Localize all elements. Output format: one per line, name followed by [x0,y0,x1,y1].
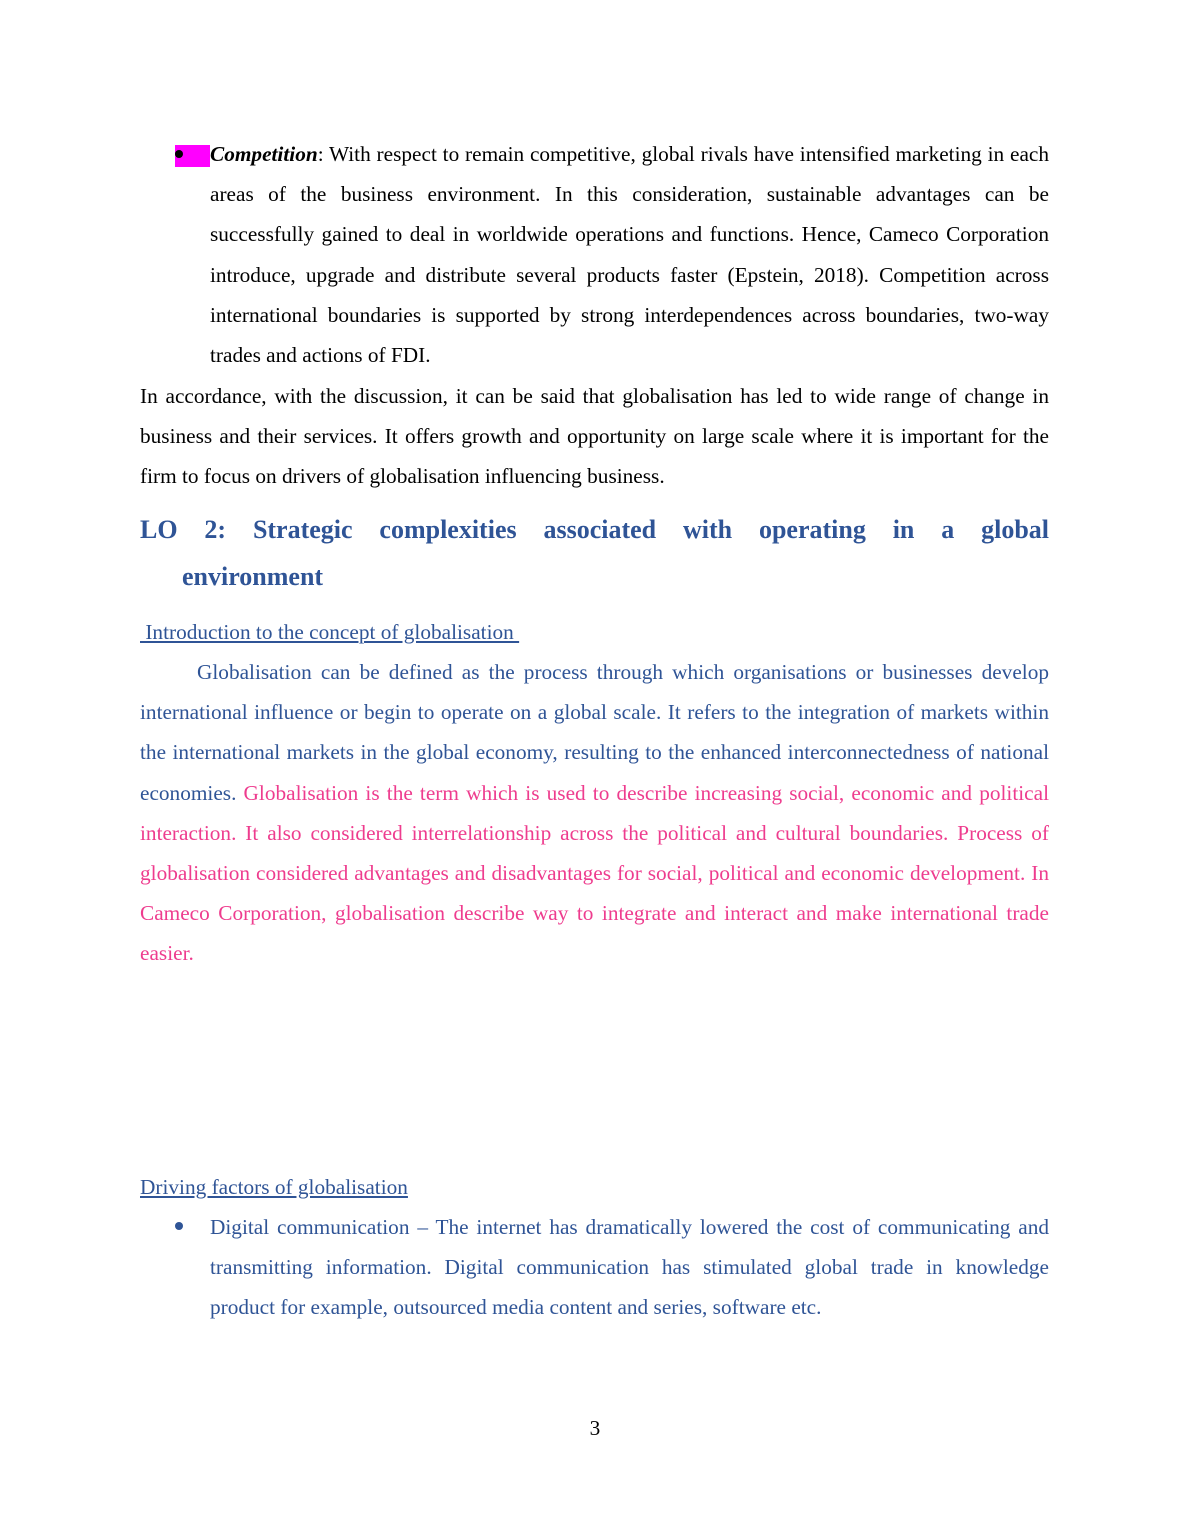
competition-text: : With respect to remain competitive, global rivals have intensified marketing in each areas of the business environment. In this consideration, sustainable advantages can be successfully gained to deal in worldwide operations and functions. Hence, Cameco Corporation introduce, upgrade and distribute several products faster (Epstein, 2018). Competition across international boundaries is supported by strong interdependences across boundaries, two-way trades and actions of FDI. [210,142,1049,368]
section-heading [140,506,1049,600]
drivers-subheading: Driving factors of globalisation [140,1175,408,1199]
bullet-dot-icon [175,1222,183,1230]
section-heading-line2: environment [182,562,324,591]
bullet-dot-icon [175,150,183,158]
page-number: 3 [589,1416,601,1440]
intro-paragraph [140,652,1049,974]
competition-bullet [210,134,1049,375]
intro-subheading: Introduction to the concept of globalisation [140,620,520,644]
competition-term: Competition [210,142,318,166]
intro-paragraph-pink: Globalisation is the term which is used to describe increasing social, economic and political interaction. It also considered interrelationship across the political and cultural boundaries. Process of globalisation considered advantages and disadvantages for social, political and economic development. In Cameco Corporation, globalisation describe way to integrate and interact and make international trade easier. [140,780,1049,966]
section-heading-line1: LO 2: Strategic complexities associated with operating in a global [140,515,1049,544]
summary-paragraph: In accordance, with the discussion, it can be said that globalisation has led to wide range of change in business and their services. It offers growth and opportunity on large scale where it is important for the firm to focus on drivers of globalisation influencing business. [140,384,1049,489]
digital-communication-bullet: Digital communication – The internet has dramatically lowered the cost of communicating and transmitting information. Digital communication has stimulated global trade in knowledge product for example, outsourced media content and series, software etc. [210,1215,1049,1320]
intro-paragraph-blue: Globalisation can be defined as the process through which organisations or businesses develop international influence or begin to operate on a global scale. It refers to the integration of markets within the international markets in the global economy, resulting to the enhanced interconnectedness of national economies. [140,660,1049,805]
